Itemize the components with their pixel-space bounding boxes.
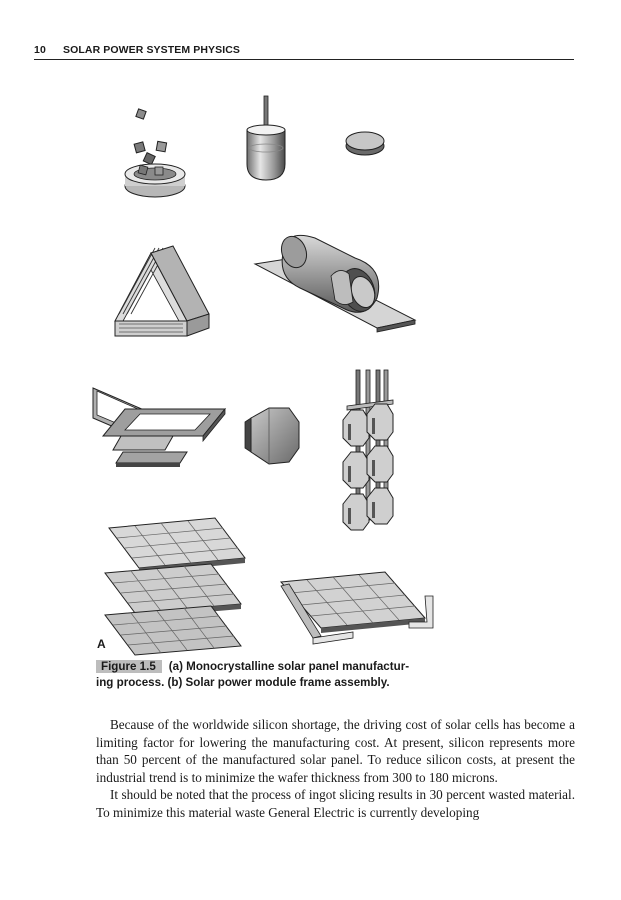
paragraph-2: It should be noted that the process of ingot slicing results in 30 percent wasted material. To minimize this material waste General Electric is currently developing bbox=[96, 787, 575, 820]
figure-panel-label: A bbox=[97, 637, 106, 651]
paragraph-1: Because of the worldwide silicon shortage, the driving cost of solar cells has become a limiting factor for lowering the manufacturing cost. At present, silicon represents more than 50 percent of the manufactured solar panel. To reduce silicon costs, at present the industrial trend is to minimize the wafer thickness from 300 to 180 microns. bbox=[96, 717, 575, 785]
module-frame-illustration bbox=[281, 572, 433, 644]
ingot-cylinder-illustration bbox=[255, 233, 415, 332]
wafer-disc-illustration bbox=[346, 132, 384, 155]
frame-slicer-illustration bbox=[93, 388, 225, 467]
cell-string-illustration bbox=[343, 370, 393, 530]
octagon-ingot-illustration bbox=[245, 408, 299, 464]
wafer-rack-illustration bbox=[115, 246, 209, 336]
page-number: 10 bbox=[34, 44, 47, 56]
figure-tag: Figure 1.5 bbox=[96, 660, 162, 673]
figure-illustration bbox=[85, 88, 460, 656]
page-header bbox=[34, 42, 574, 60]
stacked-panels-illustration bbox=[105, 518, 245, 655]
caption-line-1: (a) Monocrystalline solar panel manufactur- bbox=[168, 660, 410, 673]
melt-beaker-illustration bbox=[247, 96, 285, 180]
running-title: SOLAR POWER SYSTEM PHYSICS bbox=[63, 44, 241, 56]
crucible-illustration bbox=[125, 109, 185, 197]
body-text bbox=[96, 716, 575, 822]
caption-line-2: ing process. (b) Solar power module frame assembly. bbox=[96, 676, 390, 689]
figure-caption bbox=[96, 659, 476, 691]
